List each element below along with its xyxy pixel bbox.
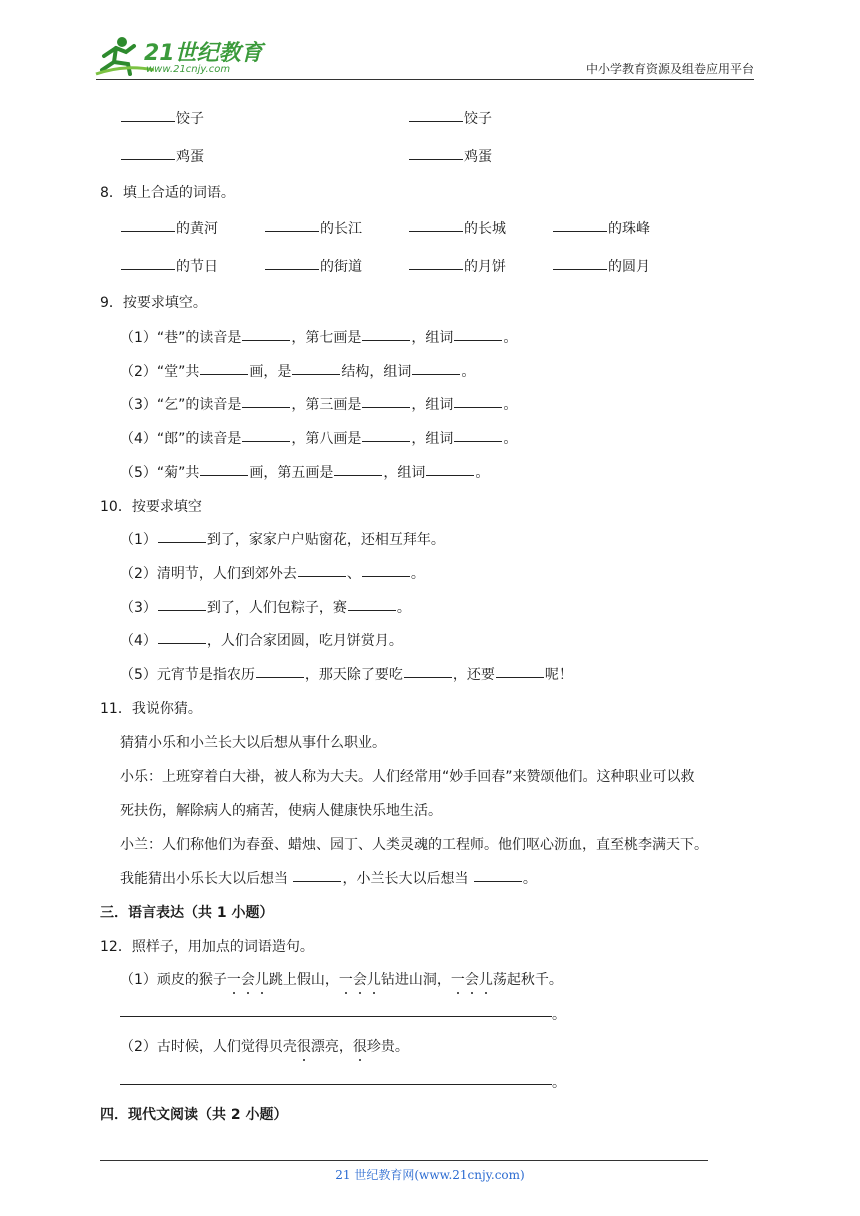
q9-item-2: （2）“堂”共 画，是 结构，组词 。 (120, 364, 476, 380)
q10-title: 10．按要求填空 (100, 499, 202, 515)
footer-link[interactable]: 21 世纪教育网(www.21cnjy.com) (335, 1168, 525, 1182)
q8-r1-c2: 的长江 (264, 218, 362, 238)
q7-row2-left: 鸡蛋 (120, 146, 204, 166)
header-divider (96, 79, 754, 80)
q8-r2-c3: 的月饼 (408, 256, 506, 276)
logo-text: 21世纪教育 (144, 41, 263, 66)
q10-item-5: （5）元宵节是指农历 ，那天除了要吃 ，还要 呢！ (120, 667, 573, 683)
q11-xiaole-line2: 死扶伤，解除病人的痛苦，使病人健康快乐地生活。 (120, 803, 442, 819)
q8-r2-c2: 的街道 (264, 256, 362, 276)
q8-r2-c4: 的圆月 (552, 256, 650, 276)
q10-item-1: （1） 到了，家家户户贴窗花，还相互拜年。 (120, 532, 445, 548)
q12-sentence-2: （2）古时候，人们觉得贝壳很漂亮，很珍贵。 (120, 1036, 409, 1056)
q10-item-2: （2）清明节，人们到郊外去 、 。 (120, 566, 425, 582)
logo-url: www.21cnjy.com (146, 64, 231, 75)
q7-row1-right: 饺子 (408, 108, 492, 128)
header-platform-text: 中小学教育资源及组卷应用平台 (585, 62, 754, 76)
site-logo (94, 34, 264, 80)
q11-xiaole-line1: 小乐：上班穿着白大褂，被人称为大夫。人们经常用“妙手回春”来赞颂他们。这种职业可以救 (120, 769, 695, 785)
q11-xiaolan: 小兰：人们称他们为春蚕、蜡烛、园丁、人类灵魂的工程师。他们呕心沥血，直至桃李满天下。 (120, 837, 708, 853)
q9-item-4: （4）“郎”的读音是 ，第八画是 ，组词 。 (120, 431, 518, 447)
q9-item-5: （5）“菊”共 画，第五画是 ，组词 。 (120, 465, 490, 481)
q8-r1-c1: 的黄河 (120, 218, 218, 238)
q8-r2-c1: 的节日 (120, 256, 218, 276)
section-3-heading: 三．语言表达（共 1 小题） (100, 905, 274, 921)
q11-answer-line: 我能猜出小乐长大以后想当 ，小兰长大以后想当 。 (120, 871, 537, 887)
q10-item-3: （3） 到了，人们包粽子，赛 。 (120, 600, 411, 616)
q11-prompt: 猜猜小乐和小兰长大以后想从事什么职业。 (120, 735, 386, 751)
q12-title: 12．照样子，用加点的词语造句。 (100, 939, 314, 955)
footer-divider (100, 1160, 708, 1161)
q12-answer-line-2: 。 (120, 1072, 566, 1092)
q12-sentence-1: （1）顽皮的猴子一会儿跳上假山，一会儿钻进山洞，一会儿荡起秋千。 (120, 969, 563, 989)
q9-item-3: （3）“乞”的读音是 ，第三画是 ，组词 。 (120, 397, 518, 413)
q7-row2-right: 鸡蛋 (408, 146, 492, 166)
q11-title: 11．我说你猜。 (100, 701, 202, 717)
section-4-heading: 四．现代文阅读（共 2 小题） (100, 1107, 288, 1123)
q8-r1-c3: 的长城 (408, 218, 506, 238)
q7-row1-left: 饺子 (120, 108, 204, 128)
q9-title: 9．按要求填空。 (100, 295, 207, 311)
q8-r1-c4: 的珠峰 (552, 218, 650, 238)
q9-item-1: （1）“巷”的读音是 ，第七画是 ，组词 。 (120, 330, 518, 346)
q8-title: 8．填上合适的词语。 (100, 185, 235, 201)
q12-answer-line-1: 。 (120, 1004, 566, 1024)
q10-item-4: （4） ，人们合家团圆，吃月饼赏月。 (120, 633, 403, 649)
